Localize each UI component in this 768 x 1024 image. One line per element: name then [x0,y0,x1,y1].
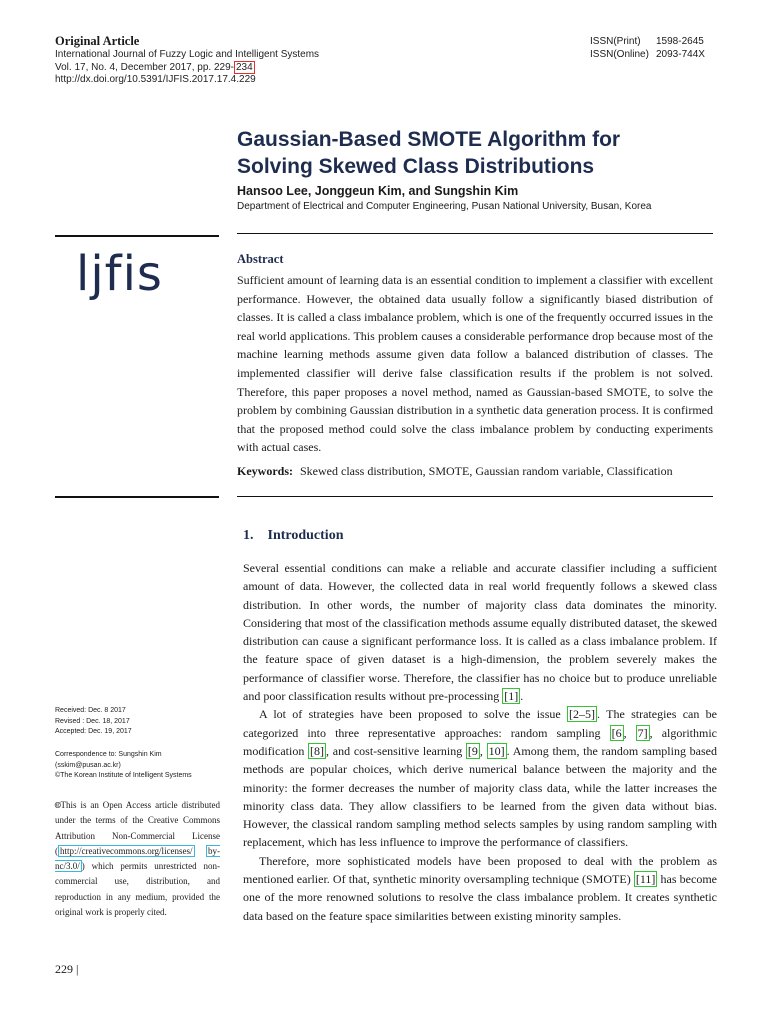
divider-left-top [55,235,219,237]
paper-title [237,126,717,180]
page-number: 229 | [55,962,79,976]
citation-link[interactable]: [11] [635,872,656,887]
article-type: Original Article [55,34,140,48]
journal-header [55,33,395,87]
keywords-label: Keywords: [237,464,293,478]
journal-name: International Journal of Fuzzy Logic and Intelligent Systems [55,49,320,60]
citation-link[interactable]: 7] [637,725,648,740]
keywords [237,464,713,479]
section-number: 1. [243,528,254,543]
section-title: Introduction [267,528,344,543]
abstract-heading: Abstract [237,252,284,266]
text-run: Several essential conditions can make a reliable and accurate classifier including a sufficient amount of data. However, the collected data in real world frequently follows a skewed class distribution. In other words, the number of majority class data dominates the minority. Considering that most of the classification methods assume equally distributed dataset, the skewed distribution can cause a significant performance loss. It is called as a class imbalance problem. If the feature space of given dataset is a high-dimension, the problem severely makes the performance of classifier worse. Therefore, the classifier has no choice but to produce unreliable and poor classification results without pre-processing [243,561,717,704]
issn-print-label: ISSN(Print) [590,36,641,47]
correspondence-email[interactable]: (sskim@pusan.ac.kr) [55,761,121,769]
journal-logo: ljfis [76,246,163,302]
citation-link[interactable]: [1] [504,689,519,704]
received-date: Received: Dec. 8 2017 [55,707,126,714]
intro-paragraph-2: A lot of strategies have been proposed to solve the issue [2–5] . The strategies can be categorized into three representative approaches: random sampling [6 , 7] , algorithmic modification [8] , and cost-sensitive learning [9 , 10] . Among them, the random sampling based methods are popular choices, which derive numerical balance between the majority and the minority: the former decreases the number of majority class data, while the latter increases the minority class data. They allow classifiers to be learned from the given data without bias. However, the classical random sampling method selects samples by using random sampling with replacement, which has less influence to improve the performance of classifiers. [243,707,718,850]
license-notice [55,798,220,920]
abstract-body: Sufficient amount of learning data is an essential condition to implement a classifier with excellent performance. However, the obtained data usually follow a significantly biased distribution of classes. It is called a class imbalance problem, which is one of the frequently occurred issues in the real world applications. This problem causes a considerable performance drop because most of the machine learning methods assume given data follow a balanced distribution of classes. The implemented classifier will derive false classification results if the problem is not solved. Therefore, this paper proposes a novel method, named as Gaussian-based SMOTE, to solve the problem by combining Gaussian distribution in a synthetic data generation process. It is confirmed that the proposed method could solve the class imbalance problem by conducting experiments with actual cases. [237,273,713,455]
intro-paragraph-1 [243,559,717,705]
text-run: . Among them, the random sampling based methods are popular choices, which derive numerical balance between the majority and the minority: the former decreases the number of majority class data, while the latter increases the minority class data. They allow classifiers to be learned from the given data without bias. However, the classical random sampling method selects samples by using random sampling with replacement, which has less influence to improve the performance of classifiers. [243,743,717,850]
revised-date: Revised : Dec. 18, 2017 [55,717,130,725]
issn-print: 1598-2645 [656,36,704,47]
correspondence: Correspondence to: Sungshin Kim [55,751,162,758]
citation-link[interactable]: [2–5] [569,707,596,722]
license-text: This is an Open Access article distributed under the terms of the Creative Commons Attribution Non-Commercial License ( [55,800,220,856]
license-link[interactable]: by-nc/3.0/ [55,845,220,872]
correspondence-block [55,750,225,782]
text-run: . The strategies can be categorized into three representative approaches: random sampling [243,707,718,740]
end-page-link[interactable]: 234 [236,61,253,73]
issn-online-label: ISSN(Online) [590,48,649,60]
title-line-2: Solving Skewed Class Distributions [237,155,595,178]
intro-paragraph-3 [243,852,717,925]
divider-right-bottom [237,496,713,497]
authors: Hansoo Lee, Jonggeun Kim, and Sungshin Kim [237,184,519,198]
text-run: has become one of the more renowned solutions to resolve the class imbalance problem. It creates synthetic data based on the feature space similarities between existing minority samples. [243,872,717,923]
title-line-1: Gaussian-Based SMOTE Algorithm for [237,128,621,151]
copyright: ©The Korean Institute of Intelligent Systems [55,772,192,779]
volume-text: Vol. 17, No. 4, December 2017, pp. 229- [55,61,234,73]
text-run: Therefore, more sophisticated models have been proposed to deal with the problem as mentioned earlier. Of that, synthetic minority oversampling technique (SMOTE) [243,853,717,887]
citation-link[interactable]: [6 [611,725,622,740]
issn-online-row [590,49,740,62]
text-run: . [520,689,524,704]
section-heading-introduction [243,528,343,544]
license-link[interactable]: http://creativecommons.org/licenses/ [60,845,193,856]
citation-link[interactable]: 10] [488,743,505,758]
citation-link[interactable]: [9 [467,743,478,758]
text-run: A lot of strategies have been proposed to solve the issue [259,707,568,722]
issn-online: 2093-744X [656,48,705,60]
license-text: ) which permits unrestricted non-commercial use, distribution, and reproduction in any medium, provided the original work is properly cited. [55,861,220,918]
accepted-date: Accepted: Dec. 19, 2017 [55,728,132,735]
article-dates [55,706,225,738]
doi-link[interactable]: http://dx.doi.org/10.5391/IJFIS.2017.17.4.229 [55,74,256,85]
affiliation: Department of Electrical and Computer Engineering, Pusan National University, Busan, Korea [237,201,652,212]
issn-print-row [590,36,740,49]
text-run: , algorithmic modification [243,725,718,758]
divider-left-bottom [55,496,219,498]
citation-link[interactable]: [8] [310,743,325,758]
divider-right-top [237,233,713,234]
volume-info [55,62,395,75]
issn-block [590,36,740,61]
keywords-list: Skewed class distribution, SMOTE, Gaussian random variable, Classification [300,464,673,478]
introduction-body [243,559,717,925]
text-run: , and cost-sensitive learning [326,743,466,758]
cc-icon: 🅭 [55,800,61,810]
